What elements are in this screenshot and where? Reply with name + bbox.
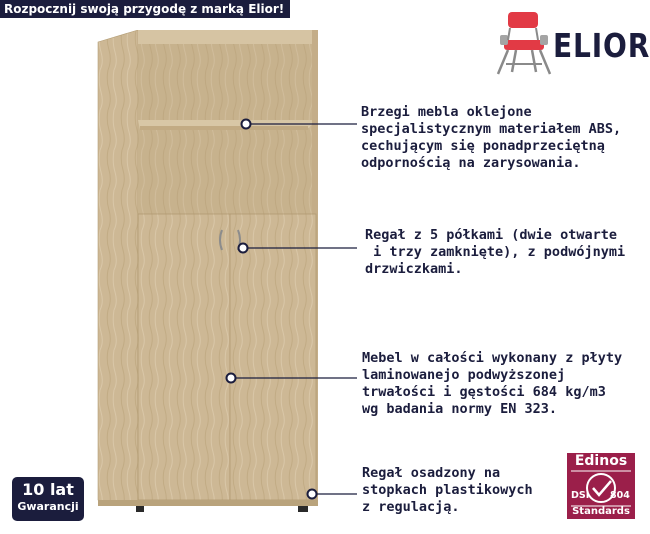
cabinet-illustration — [90, 30, 330, 520]
warranty-label: Gwarancji — [17, 500, 79, 513]
feature-material: Mebel w całości wykonany z płyty laminowanejo podwyższonej trwałości i gęstości 684 kg/m3 wg badania normy EN 323. — [362, 350, 623, 417]
promo-banner: Rozpocznij swoją przygodę z marką Elior! — [0, 0, 290, 18]
certificate-left-text: DSI — [571, 490, 590, 501]
red-chair-icon — [498, 12, 550, 74]
certificate-right-text: 804 — [610, 490, 630, 501]
warranty-badge — [12, 477, 84, 521]
feature-feet: Regał osadzony na stopkach plastikowych z regulacją. — [362, 465, 533, 515]
certificate-standards: Standards — [572, 506, 630, 517]
warranty-years: 10 lat — [22, 480, 74, 499]
edinos-certificate-badge — [567, 453, 635, 519]
feature-shelves: Regał z 5 półkami (dwie otwarte i trzy zamknięte), z podwójnymi drzwiczkami. — [365, 227, 626, 277]
certificate-name: Edinos — [574, 453, 628, 469]
feature-edges: Brzegi mebla oklejone specjalistycznym materiałem ABS, cechującym się ponadprzeciętną odpornością na zarysowania. — [361, 104, 622, 171]
brand-name: ELIOR — [553, 26, 650, 65]
